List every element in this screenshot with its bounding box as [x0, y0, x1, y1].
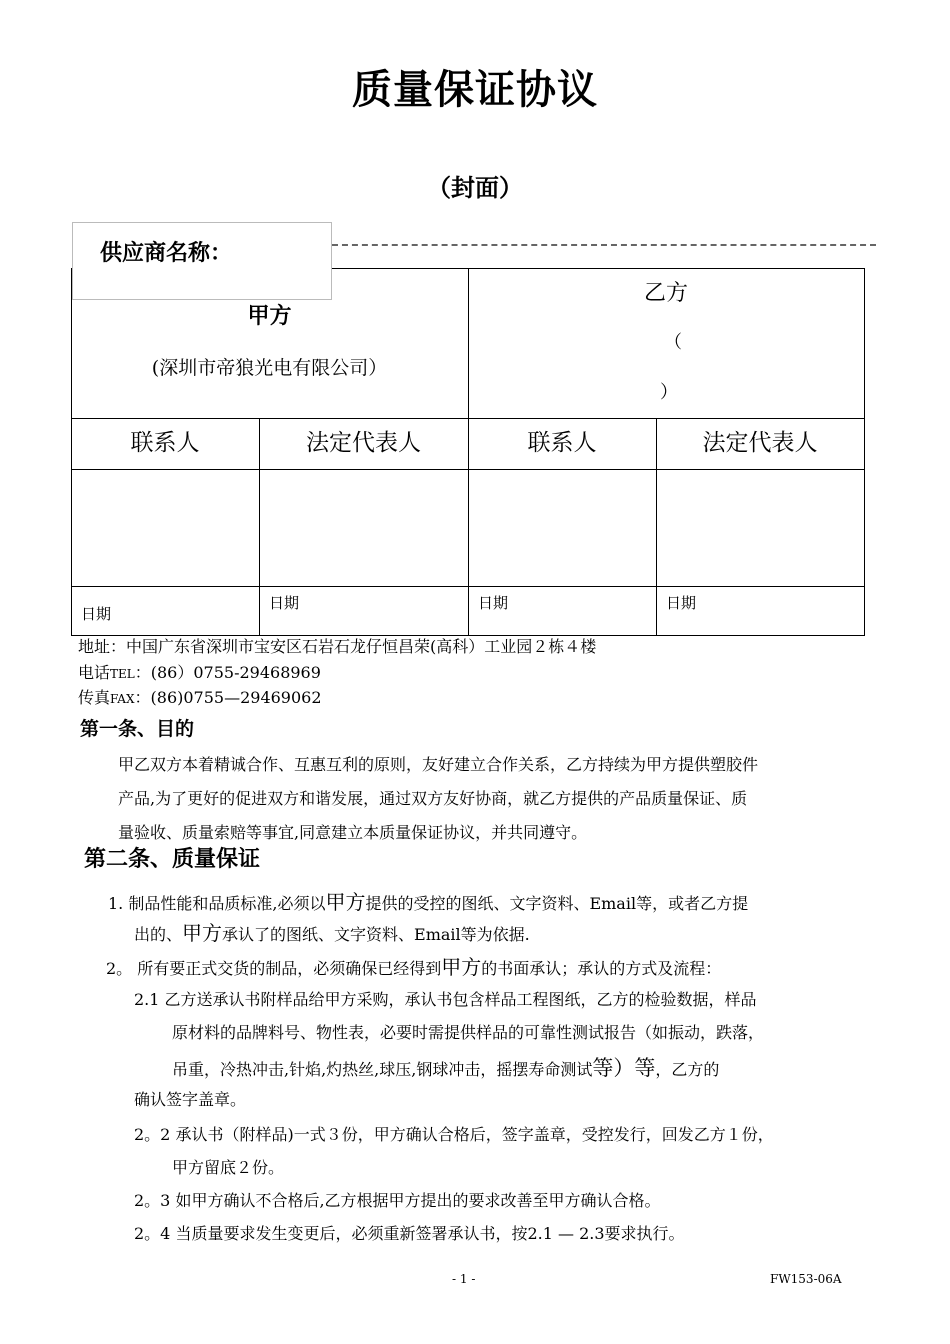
party-a-legal-rep-header: 法定代表人 [306, 430, 421, 456]
item-text: ，乙方的 [655, 1060, 720, 1079]
fax-line [78, 685, 322, 712]
party-b-open-paren: （ [664, 332, 682, 353]
article-2-sub-2-1-line-1: 2.1 乙方送承认书附样品给甲方采购，承认书包含样品工程图纸，乙方的检验数据，样品 [134, 990, 757, 1009]
fax-number: ：(86)0755—29469062 [134, 688, 322, 707]
article-1-line: 产品,为了更好的促进双方和谐发展，通过双方友好协商，就乙方提供的产品质量保证、质 [118, 789, 748, 808]
item-text: 2。 所有要正式交货的制品，必须确保已经得到 [106, 959, 442, 978]
article-1-line: 甲乙双方本着精诚合作、互惠互利的原则，友好建立合作关系，乙方持续为甲方提供塑胶件 [118, 755, 759, 774]
article-1-line: 量验收、质量索赔等事宜,同意建立本质量保证协议，并共同遵守。 [118, 823, 588, 842]
article-2-sub-2-1-line-4: 确认签字盖章。 [134, 1090, 247, 1109]
supplier-name-label: 供应商名称： [100, 241, 233, 266]
date-label: 日期 [478, 594, 509, 612]
form-code: FW153-06A [770, 1272, 842, 1286]
supplier-name-dashed-line [332, 244, 876, 246]
phone-line [78, 660, 321, 687]
cover-subtitle: （封面） [427, 174, 523, 202]
article-2-sub-2-3: 2。3 如甲方确认不合格后,乙方根据甲方提出的要求改善至甲方确认合格。 [134, 1191, 661, 1210]
party-b-contact-header: 联系人 [527, 430, 597, 456]
article-2-item-1-line-2 [134, 917, 530, 946]
article-2-sub-2-1-line-2: 原材料的品牌料号、物性表，必要时需提供样品的可靠性测试报告（如振动，跌落， [172, 1023, 765, 1042]
item-text: 的书面承认；承认的方式及流程： [481, 959, 722, 978]
fax-prefix: 传真 [78, 688, 111, 707]
item-text: 1. 制品性能和品质标准,必须以 [108, 894, 326, 913]
article-2-heading: 第二条、质量保证 [84, 847, 261, 872]
article-2-item-2 [106, 951, 721, 980]
article-2-sub-2-4: 2。4 当质量要求发生变更后，必须重新签署承认书，按2.1 — 2.3要求执行。 [134, 1224, 685, 1243]
address-line: 地址：中国广东省深圳市宝安区石岩石龙仔恒昌荣(高科）工业园２栋４楼 [78, 637, 597, 656]
date-label: 日期 [81, 605, 112, 623]
article-2-item-1-line-1 [108, 886, 748, 915]
document-title: 质量保证协议 [352, 67, 598, 113]
table-border-right [864, 268, 865, 635]
party-a-name: 甲方 [247, 304, 292, 329]
item-text: 出的、 [134, 925, 183, 944]
fax-label: FAX [110, 692, 135, 706]
party-b-close-paren: ） [660, 382, 678, 403]
party-b-name: 乙方 [643, 281, 688, 306]
article-2-sub-2-2-line-1: 2。2 承认书（附样品)一式３份，甲方确认合格后，签字盖章，受控发行，回发乙方１份， [134, 1125, 774, 1144]
item-emphasis: 甲方 [325, 890, 366, 914]
phone-tel-label: TEL [110, 667, 135, 681]
party-b-legal-rep-header: 法定代表人 [702, 430, 818, 456]
item-text: 承认了的图纸、文字资料、Email等为依据. [222, 925, 530, 944]
page-number: - 1 - [452, 1272, 476, 1286]
item-emphasis: 等）等 [592, 1056, 656, 1080]
party-a-company: (深圳市帝狼光电有限公司） [151, 357, 388, 379]
date-label: 日期 [666, 594, 697, 612]
item-text: 吊重，冷热冲击,针焰,灼热丝,球压,钢球冲击，摇摆寿命测试 [172, 1060, 593, 1079]
item-emphasis: 甲方 [182, 921, 223, 945]
article-2-sub-2-2-line-2: 甲方留底２份。 [172, 1158, 285, 1177]
party-a-contact-header: 联系人 [130, 430, 200, 456]
item-text: 提供的受控的图纸、文字资料、Email等，或者乙方提 [365, 894, 749, 913]
phone-number: ：(86）0755-29468969 [134, 663, 321, 682]
item-emphasis: 甲方 [441, 955, 482, 979]
date-label: 日期 [269, 594, 300, 612]
article-2-sub-2-1-line-3 [172, 1052, 719, 1082]
phone-prefix: 电话 [78, 663, 111, 682]
article-1-heading: 第一条、目的 [80, 718, 195, 740]
